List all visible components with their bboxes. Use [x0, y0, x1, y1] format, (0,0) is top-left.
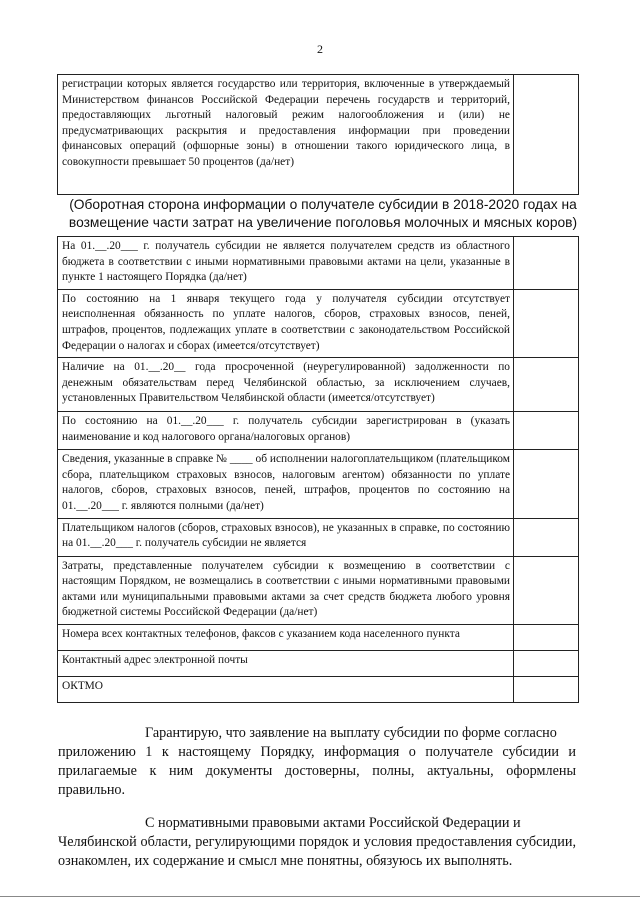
answer-cell[interactable]	[514, 518, 579, 556]
answer-cell[interactable]	[514, 650, 579, 676]
answer-cell[interactable]	[514, 358, 579, 412]
table-row	[58, 412, 579, 450]
table-row	[58, 75, 579, 195]
question-cell: На 01.__.20___ г. получатель субсидии не является получателем средств из областного бюджета в соответствии с иными нормативными правовыми актами на цели, указанные в пункте 1 настоящего Порядка (да/нет)	[58, 237, 514, 290]
question-cell: По состоянию на 01.__.20___ г. получатель субсидии зарегистрирован в (указать наименование и код налогового органа/налоговых органов)	[58, 412, 514, 450]
table-row	[58, 650, 579, 676]
table-row	[58, 450, 579, 518]
answer-cell[interactable]	[514, 556, 579, 624]
section-caption: (Оборотная сторона информации о получателе субсидии в 2018-2020 годах на возмещение части затрат на увеличение поголовья молочных и мясных коров)	[68, 197, 578, 230]
answer-cell[interactable]	[514, 676, 579, 702]
answer-cell[interactable]	[514, 237, 579, 290]
table-row	[58, 624, 579, 650]
recipient-info-table	[57, 236, 579, 703]
table-row	[58, 676, 579, 702]
answer-cell[interactable]	[514, 412, 579, 450]
page-bottom-rule	[0, 896, 640, 897]
table-row	[58, 289, 579, 357]
answer-cell[interactable]	[514, 624, 579, 650]
question-cell: По состоянию на 1 января текущего года у получателя субсидии отсутствует неисполненная обязанность по уплате налогов, сборов, страховых взносов, пеней, штрафов, процентов, подлежащих уплате в соответствии с законодательством Российской Федерации о налогах и сборах (имеется/отсутствует)	[58, 289, 514, 357]
answer-cell[interactable]	[514, 75, 579, 195]
question-cell: Плательщиком налогов (сборов, страховых взносов), не указанных в справке, по состоянию на 01.__.20___ г. получатель субсидии не является	[58, 518, 514, 556]
paragraph-first-line: С нормативными правовыми актами Российской Федерации и	[145, 815, 521, 831]
page-number: 2	[317, 42, 323, 56]
question-cell: Наличие на 01.__.20__ года просроченной (неурегулированной) задолженности по денежным обязательствам перед Челябинской областью, за исключением случаев, установленных Правительством Челябинской области (имеется/отсутствует)	[58, 358, 514, 412]
guarantee-paragraph	[58, 724, 576, 800]
continuation-table	[57, 74, 579, 195]
acknowledgement-paragraph	[58, 814, 576, 871]
table-row	[58, 358, 579, 412]
table-row	[58, 518, 579, 556]
table-row	[58, 237, 579, 290]
paragraph-first-line: Гарантирую, что заявление на выплату субсидии по форме согласно	[145, 725, 557, 741]
paragraph-continuation: Челябинской области, регулирующими порядок и условия предоставления субсидии, ознакомлен, их содержание и смысл мне понятны, обязуюсь их выполнять.	[58, 834, 576, 869]
question-cell: Номера всех контактных телефонов, факсов с указанием кода населенного пункта	[58, 624, 514, 650]
question-cell: регистрации которых является государство или территория, включенные в утверждаемый Министерством финансов Российской Федерации перечень государств и территорий, предоставляющих льготный налоговый режим налогообложения и (или) не предусматривающих раскрытия и предоставления информации при проведении финансовых операций (офшорные зоны) в отношении такого юридического лица, в совокупности превышает 50 процентов (да/нет)	[58, 75, 514, 195]
answer-cell[interactable]	[514, 450, 579, 518]
question-cell: ОКТМО	[58, 676, 514, 702]
table-row	[58, 556, 579, 624]
question-cell: Затраты, представленные получателем субсидии к возмещению в соответствии с настоящим Порядком, не возмещались в соответствии с иными нормативными правовыми актами или муниципальными правовыми актами за счет средств бюджета любого уровня бюджетной системы Российской Федерации (да/нет)	[58, 556, 514, 624]
question-cell: Контактный адрес электронной почты	[58, 650, 514, 676]
answer-cell[interactable]	[514, 289, 579, 357]
paragraph-continuation: приложению 1 к настоящему Порядку, информация о получателе субсидии и прилагаемые к ним документы достоверны, полны, актуальны, оформлены правильно.	[58, 744, 576, 798]
question-cell: Сведения, указанные в справке № ____ об исполнении налогоплательщиком (плательщиком сбора, плательщиком страховых взносов, налоговым агентом) обязанности по уплате налогов, сборов, страховых взносов, пеней, штрафов, процентов по состоянию на 01.__.20___ г. являются полными (да/нет)	[58, 450, 514, 518]
